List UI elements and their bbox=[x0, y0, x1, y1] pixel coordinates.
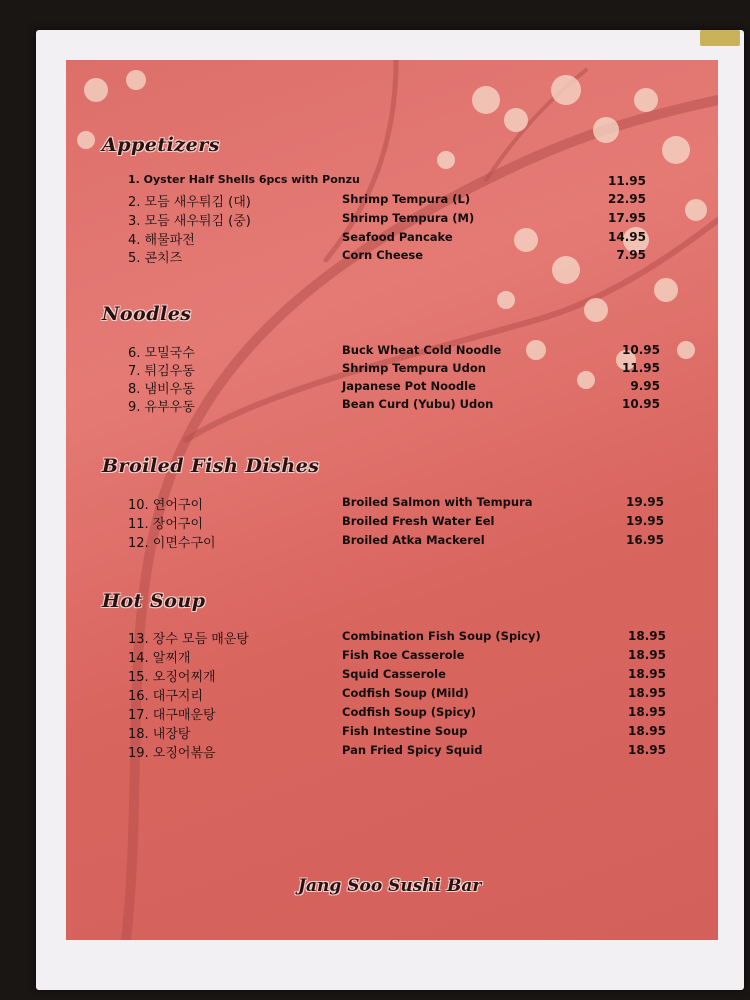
section-title-noodles: Noodles bbox=[102, 303, 192, 325]
binder-tab bbox=[700, 30, 740, 46]
item-name-kr: 7. 튀김우동 bbox=[128, 364, 195, 379]
item-name-en: Shrimp Tempura (M) bbox=[342, 211, 475, 225]
item-name-en: Combination Fish Soup (Spicy) bbox=[342, 629, 541, 643]
item-price: 14.95 bbox=[608, 230, 646, 244]
item-name-kr: 18. 내장탕 bbox=[128, 727, 191, 742]
item-price: 9.95 bbox=[630, 379, 660, 393]
item-name-kr: 12. 이면수구이 bbox=[128, 536, 216, 551]
item-name-kr: 3. 모듬 새우튀김 (중) bbox=[128, 214, 251, 229]
item-name-en: Squid Casserole bbox=[342, 667, 446, 681]
item-price: 18.95 bbox=[628, 667, 666, 681]
item-name-en: Broiled Atka Mackerel bbox=[342, 533, 485, 547]
item-price: 18.95 bbox=[628, 648, 666, 662]
item-name-kr: 8. 냄비우동 bbox=[128, 382, 195, 397]
item-price: 18.95 bbox=[628, 629, 666, 643]
item-price: 7.95 bbox=[616, 248, 646, 262]
item-name-kr: 14. 알찌개 bbox=[128, 651, 191, 666]
item-name-en: Broiled Salmon with Tempura bbox=[342, 495, 533, 509]
item-name-en: Seafood Pancake bbox=[342, 230, 453, 244]
item-name-kr: 9. 유부우동 bbox=[128, 400, 195, 415]
item-price: 22.95 bbox=[608, 192, 646, 206]
item-name-kr: 2. 모듬 새우튀김 (대) bbox=[128, 195, 251, 210]
section-title-broiled-fish: Broiled Fish Dishes bbox=[102, 455, 320, 477]
restaurant-name: Jang Soo Sushi Bar bbox=[298, 876, 482, 896]
item-name-kr: 5. 콘치즈 bbox=[128, 251, 183, 266]
item-price: 10.95 bbox=[622, 397, 660, 411]
item-name-kr: 19. 오징어볶음 bbox=[128, 746, 216, 761]
item-name-en: Bean Curd (Yubu) Udon bbox=[342, 397, 494, 411]
section-title-appetizers: Appetizers bbox=[102, 134, 220, 156]
item-name-kr: 6. 모밀국수 bbox=[128, 346, 195, 361]
item-name-kr: 15. 오징어찌개 bbox=[128, 670, 216, 685]
item-price: 16.95 bbox=[626, 533, 664, 547]
item-name-en: Pan Fried Spicy Squid bbox=[342, 743, 483, 757]
item-name-kr: 1. Oyster Half Shells 6pcs with Ponzu bbox=[128, 173, 360, 186]
item-name-en: Shrimp Tempura Udon bbox=[342, 361, 486, 375]
item-name-en: Fish Roe Casserole bbox=[342, 648, 465, 662]
item-name-en: Buck Wheat Cold Noodle bbox=[342, 343, 502, 357]
item-price: 19.95 bbox=[626, 514, 664, 528]
item-price: 10.95 bbox=[622, 343, 660, 357]
item-price: 18.95 bbox=[628, 705, 666, 719]
item-name-kr: 17. 대구매운탕 bbox=[128, 708, 216, 723]
menu-content bbox=[66, 60, 718, 940]
item-name-en: Shrimp Tempura (L) bbox=[342, 192, 471, 206]
item-price: 18.95 bbox=[628, 724, 666, 738]
item-name-kr: 11. 장어구이 bbox=[128, 517, 204, 532]
item-price: 11.95 bbox=[622, 361, 660, 375]
item-name-kr: 16. 대구지리 bbox=[128, 689, 204, 704]
item-name-en: Japanese Pot Noodle bbox=[342, 379, 476, 393]
item-name-en: Codfish Soup (Spicy) bbox=[342, 705, 477, 719]
item-name-kr: 10. 연어구이 bbox=[128, 498, 204, 513]
item-price: 11.95 bbox=[608, 174, 646, 188]
item-name-kr: 4. 해물파전 bbox=[128, 233, 195, 248]
item-price: 19.95 bbox=[626, 495, 664, 509]
item-price: 18.95 bbox=[628, 743, 666, 757]
item-price: 18.95 bbox=[628, 686, 666, 700]
item-price: 17.95 bbox=[608, 211, 646, 225]
section-title-hot-soup: Hot Soup bbox=[102, 590, 206, 612]
item-name-en: Corn Cheese bbox=[342, 248, 424, 262]
item-name-en: Broiled Fresh Water Eel bbox=[342, 514, 495, 528]
item-name-kr: 13. 장수 모듬 매운탕 bbox=[128, 632, 249, 647]
item-name-en: Codfish Soup (Mild) bbox=[342, 686, 469, 700]
item-name-en: Fish Intestine Soup bbox=[342, 724, 468, 738]
